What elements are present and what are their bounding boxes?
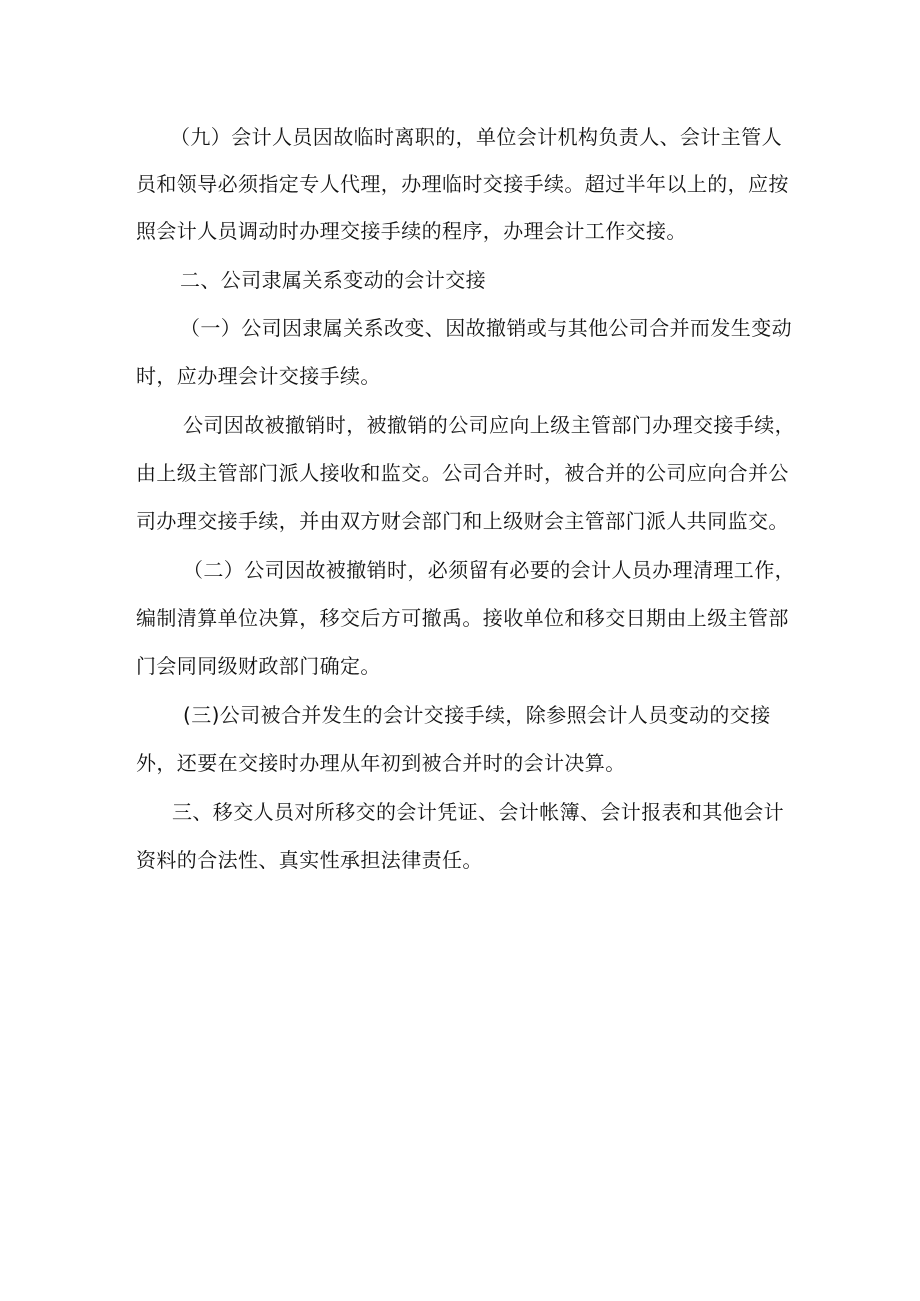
- section-heading: 三、移交人员对所移交的会计凭证、会计帐簿、会计报表和其他会计: [172, 800, 784, 824]
- text-line: 时，应办理会计交接手续。: [136, 364, 381, 388]
- text-line: （一）公司因隶属关系改变、因故撤销或与其他公司合并而发生变动: [180, 316, 792, 340]
- text-line: 门会同同级财政部门确定。: [136, 654, 381, 678]
- text-line: 公司因故被撤销时，被撤销的公司应向上级主管部门办理交接手续，: [183, 413, 795, 437]
- text-line: 资料的合法性、真实性承担法律责任。: [136, 848, 483, 872]
- section-heading: 二、公司隶属关系变动的会计交接: [180, 268, 486, 292]
- text-line: 由上级主管部门派人接收和监交。公司合并时，被合并的公司应向合并公: [136, 461, 789, 485]
- text-line: 外，还要在交接时办理从年初到被合并时的会计决算。: [136, 751, 626, 775]
- text-line: 员和领导必须指定专人代理，办理临时交接手续。超过半年以上的，应按: [136, 172, 789, 196]
- text-line: 照会计人员调动时办理交接手续的程序，办理会计工作交接。: [136, 219, 687, 243]
- text-line: (三)公司被合并发生的会计交接手续，除参照会计人员变动的交接: [183, 703, 771, 727]
- text-line: （九）会计人员因故临时离职的，单位会计机构负责人、会计主管人: [170, 125, 782, 149]
- text-line: （二）公司因故被撤销时，必须留有必要的会计人员办理清理工作，: [183, 558, 795, 582]
- text-line: 编制清算单位决算，移交后方可撤禹。接收单位和移交日期由上级主管部: [136, 606, 789, 630]
- text-line: 司办理交接手续，并由双方财会部门和上级财会主管部门派人共同监交。: [136, 509, 789, 533]
